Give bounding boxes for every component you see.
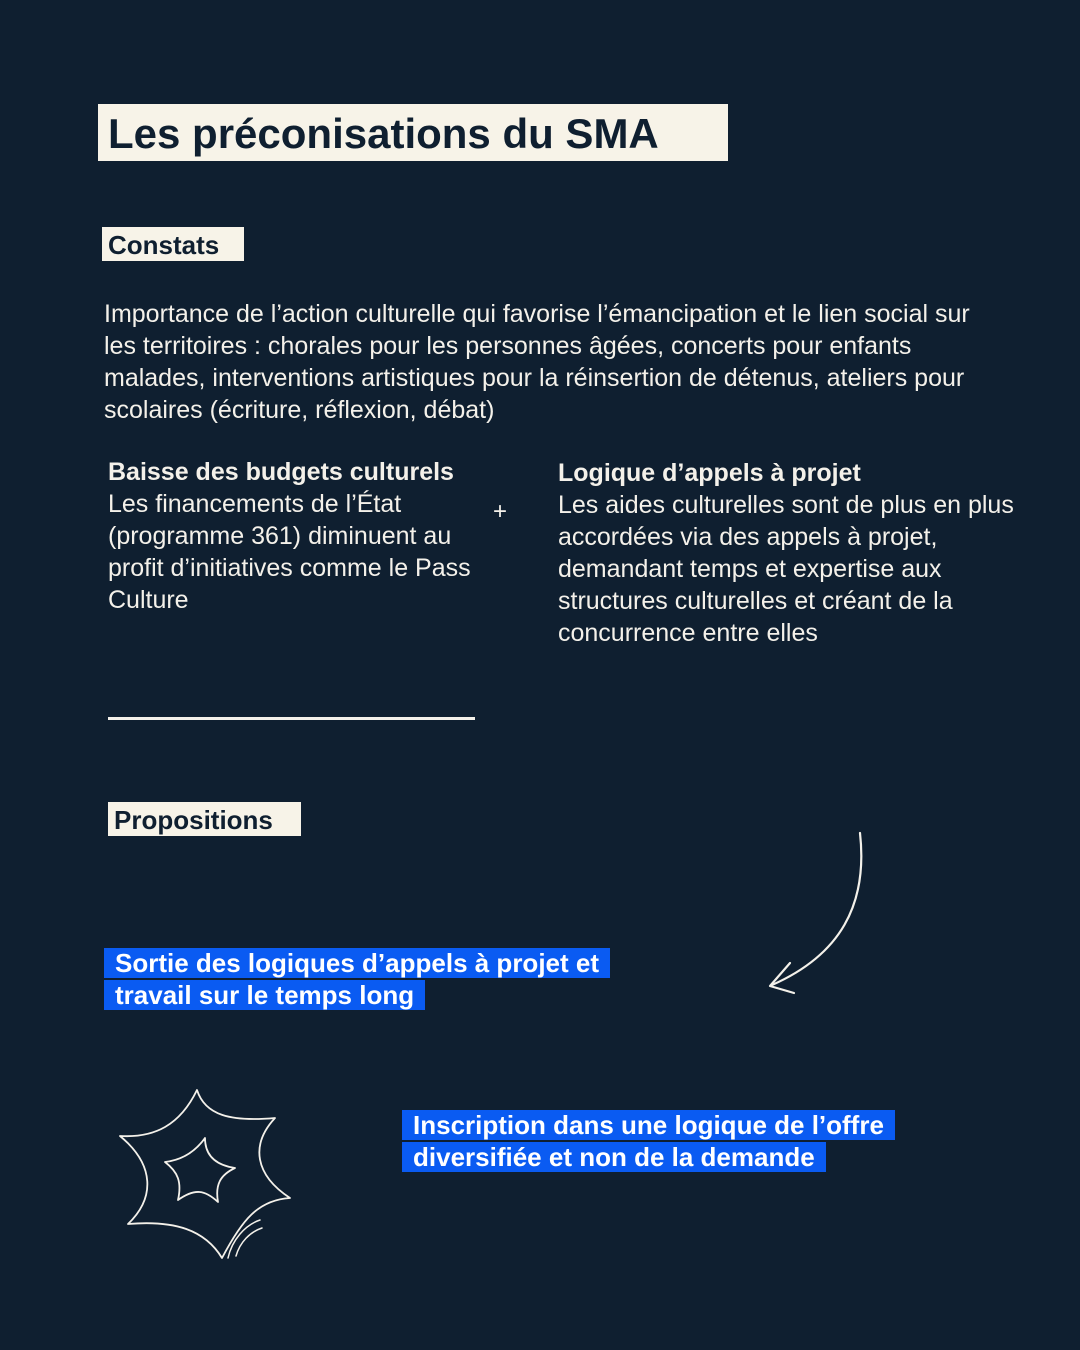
proposition-2-text: Inscription dans une logique de l’offre diversifiée et non de la demande [402, 1110, 895, 1172]
sparkle-star-icon [110, 1080, 305, 1270]
curved-arrow-icon [760, 825, 875, 1005]
plus-sign: + [493, 498, 508, 525]
proposition-2 [402, 1109, 1002, 1173]
section-divider [108, 717, 475, 720]
page-title-text: Les préconisations du SMA [108, 110, 659, 157]
propositions-label [108, 802, 301, 836]
constats-intro: Importance de l’action culturelle qui favorise l’émancipation et le lien social sur les territoires : chorales pour les personnes âgées, concerts pour enfants malades, interventions artistiques pour la réinsertion de détenus, ateliers pour scolaires (écriture, réflexion, débat) [104, 300, 970, 424]
constats-label-text: Constats [108, 230, 220, 260]
constat-budget-text: Les financements de l’État (programme 361) diminuent au profit d’initiatives comme le Pass Culture [108, 490, 471, 614]
constat-budget [108, 456, 498, 616]
constat-budget-heading: Baisse des budgets culturels [108, 458, 454, 486]
page-title [98, 104, 728, 161]
propositions-label-text: Propositions [114, 805, 273, 835]
proposition-1 [104, 947, 664, 1011]
constat-appels [558, 457, 1038, 649]
constat-appels-text: Les aides culturelles sont de plus en plus accordées via des appels à projet, demandant temps et expertise aux structures culturelles et créant de la concurrence entre elles [558, 491, 1014, 647]
constats-label [102, 227, 244, 261]
constat-appels-heading: Logique d’appels à projet [558, 459, 861, 487]
proposition-1-text: Sortie des logiques d’appels à projet et travail sur le temps long [104, 948, 610, 1010]
